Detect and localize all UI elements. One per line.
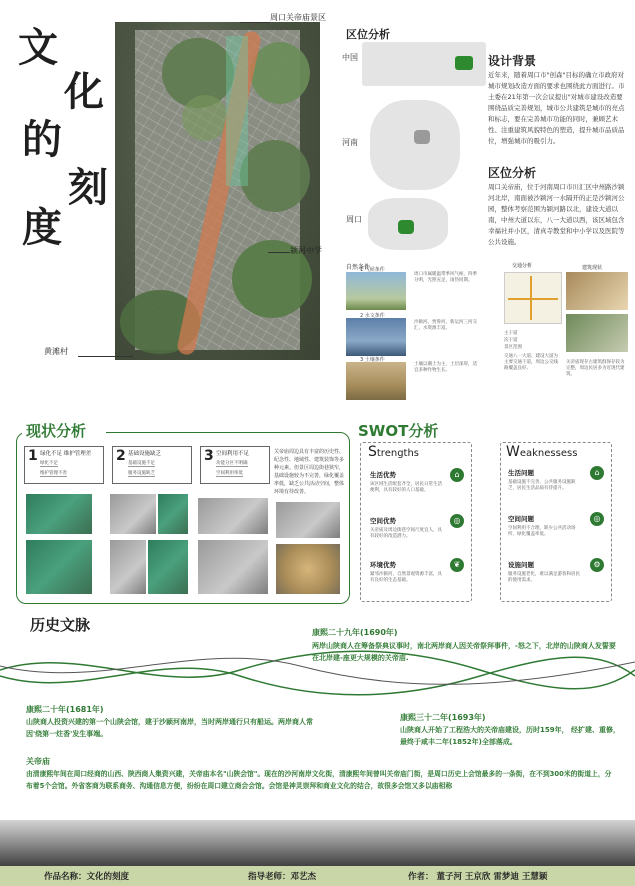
region-zhoukou: 周口 (346, 215, 362, 224)
title-char-3: 的 (22, 116, 62, 163)
strength-text-1: 该区域生活配套齐全，居民日常生活便利，具有较好的人口基础。 (370, 482, 442, 493)
photo-green-2 (26, 540, 92, 594)
space-problem-icon: ◎ (590, 512, 604, 526)
traffic-text: 交通八一大道、建设大道为主要交通干道，周边公交线路覆盖良好。 (504, 354, 558, 371)
step-line-2b: 服务设施缺乏 (128, 471, 155, 476)
space-icon: ◎ (450, 514, 464, 528)
henan-highlight (414, 130, 430, 144)
strengths-rest: trengths (376, 448, 420, 459)
photo-roof (276, 502, 340, 538)
strength-title-1: 生活优势 (370, 471, 396, 479)
nature-photo-1 (346, 272, 406, 310)
weakness-text-1: 基础设施不完善，公共服务设施缺乏，居民生活品质有待提升。 (508, 480, 576, 491)
event-1693-text: 山陕商人开始了工程浩大的关帝庙建设，历时159年， 经扩建、重修，最终于咸丰二年(1852年)全部落成。 (400, 726, 621, 746)
leader-school (268, 252, 290, 253)
step-line-1b: 维护管理不善 (40, 471, 67, 476)
zhoukou-highlight (398, 220, 414, 234)
strength-text-2: 关帝庙及周边街巷空间尺度宜人，具有较好的改造潜力。 (370, 528, 442, 539)
photo-street-2 (110, 540, 146, 594)
photo-site-map (276, 544, 340, 594)
nature-text-2: 沙颍河、贾鲁河、新运河三河交汇，水资源丰富。 (414, 320, 477, 331)
step-title-1: 绿化不足 维护管理差 (40, 451, 92, 457)
region-henan: 河南 (342, 138, 358, 147)
photo-street-1 (110, 494, 156, 534)
china-highlight (455, 56, 473, 70)
weakness-title-1: 生活问题 (508, 469, 534, 477)
title-char-5: 度 (22, 204, 62, 251)
step-title-2: 基础设施缺乏 (128, 451, 162, 457)
step-line-1a: 绿化不足 (40, 461, 58, 466)
green-zone-2 (250, 42, 310, 104)
weakness-title-3: 设施问题 (508, 561, 534, 569)
facility-problem-icon: ⚙ (590, 558, 604, 572)
leader-village (78, 356, 133, 357)
region-china: 中国 (342, 53, 358, 62)
weakness-text-2: 空间利用不合理，缺少公共活动场所，绿化覆盖率低。 (508, 526, 576, 537)
region-heading: 区位分析 (346, 28, 390, 41)
photo-building-2 (198, 540, 268, 594)
legend-1: 主干道 (504, 331, 518, 336)
event-1693-heading: 康熙三十二年(1693年) (400, 713, 486, 722)
weakness-title-2: 空间问题 (508, 515, 534, 523)
nature-photo-3 (346, 362, 406, 400)
strength-title-2: 空间优势 (370, 517, 396, 525)
author-names: 作者： 董子河 王京欣 雷梦迪 王慧颖 (408, 872, 548, 882)
event-1681-text: 山陕商人投资兴建的第一个山陕会馆，建于沙颍河南岸，当时两岸通行只有船运。两岸商人常因'绕第一炷香'发生事端。 (26, 718, 313, 738)
ancient-architecture-strip (0, 820, 635, 868)
map-label-area: 周口关帝庙景区 (270, 13, 326, 22)
leader-area (240, 22, 270, 23)
background-text: 近年来，随着周口市"创森"目标的确立市政府对城市规划改造方面的要求也围绕此方面进行。市土委在21年第一次会议提出"对城市建设改造要围绕品质完善规划，城市公共建筑是城市的亮点和标志，要在完善城市功能的同时，兼顾艺术性、注重建筑风貌特色的塑造，提升城市品质品位，增强城市的吸引力。 (488, 71, 625, 145)
photo-green-4 (148, 540, 188, 594)
legend-2: 次干道 (504, 338, 518, 343)
step-num-2: 2 (116, 448, 126, 464)
photo-green-1 (26, 494, 92, 534)
nature-text-1: 周口市属暖温带季风气候，四季分明，光照充足，雨热同期。 (414, 272, 477, 283)
event-1690-heading: 康熙二十九年(1690年) (312, 628, 398, 637)
photo-building-1 (198, 498, 268, 534)
step-title-3: 空间利用不足 (216, 451, 250, 457)
current-note: 关帝庙周边具有丰富的历史性、纪念性、地域性、建筑装饰等多种元素。但景区周边街巷狭窄，基础设施较为不完善，绿化覆盖率低，缺乏公共活动空间，整体环境有待改善。 (274, 449, 345, 495)
history-heading: 历史文脉 (30, 616, 91, 634)
heritage-photo-1 (566, 272, 628, 310)
step-line-2a: 基础设施不足 (128, 461, 155, 466)
teal-highlight (226, 36, 248, 186)
step-num-3: 3 (204, 448, 214, 464)
nature-cap-1: 1 气候条件 (360, 267, 385, 273)
life-icon: ⌂ (450, 468, 464, 482)
location-heading: 区位分析 (488, 166, 537, 180)
work-name: 作品名称：文化的刻度 (44, 872, 130, 882)
step-num-1: 1 (28, 448, 38, 464)
heritage-heading: 建筑现状 (582, 265, 603, 271)
legend-3: 景区范围 (504, 345, 522, 350)
weaknesses-heading (506, 444, 577, 460)
green-zone-3 (240, 140, 310, 212)
traffic-heading: 交通分析 (512, 263, 533, 269)
title-char-1: 文 (18, 24, 58, 71)
traffic-road-1 (508, 298, 558, 300)
nature-cap-2: 2 水文条件 (360, 313, 385, 319)
environment-icon: ❦ (450, 558, 464, 572)
life-problem-icon: ⌂ (590, 466, 604, 480)
strengths-cap: S (368, 444, 377, 460)
nature-text-3: 土壤以潮土为主，土层深厚，适宜多种作物生长。 (414, 362, 477, 373)
event-1681-heading: 康熙二十年(1681年) (26, 705, 104, 714)
temple-text: 由清康熙年间在周口经商的山西、陕西商人集资兴建，关帝庙本名"山陕会馆"。现在的沙河南岸文化街，清康熙年间曾叫关帝庙门街，是周口历史上会馆最多的一条街，在不到300米的街道上，分布着5个会馆。外省客商为联系商务、沟通信息方便，纷纷在周口建立商会会馆。会馆是神灵崇拜和商业文化的结合，故很多会馆又多以庙相称 (26, 770, 612, 790)
map-label-school: 颍河中学 (290, 246, 322, 255)
strength-text-3: 紧邻沙颍河，自然景观资源丰富，具有良好的生态基础。 (370, 572, 442, 583)
swot-heading: SWOT分析 (358, 422, 439, 440)
location-text: 周口关帝庙，位于河南周口市川汇区中州路沙颍河北岸，南面被沙颍河一水隔开的正是沙颍河公园，整体考察范围为颍河路以北，建设大道以南，中州大道以东，八一大道以西，该区域包含幸福社并小区，清真寺教堂和中小学以及医院等公共设施。 (488, 183, 625, 246)
title-char-2: 化 (64, 68, 104, 115)
title-char-4: 刻 (68, 164, 108, 211)
nature-cap-3: 3 土壤条件 (360, 357, 385, 363)
step-line-3a: 功能分区不明确 (216, 461, 248, 466)
weaknesses-rest: eaknessess (519, 448, 578, 459)
strengths-heading (368, 444, 419, 460)
teacher-name: 指导老师：邓艺杰 (248, 872, 317, 882)
event-1690-text: 两岸山陕商人在筹备祭典议事时，南北两岸商人因关帝祭拜事件，-怒之下，北岸的山陕商人发誓要在北岸建-座更大规模的关帝庙. (312, 642, 616, 662)
nature-photo-2 (346, 318, 406, 356)
map-label-village: 黄滩村 (44, 347, 68, 356)
background-heading: 设计背景 (488, 54, 537, 68)
henan-map (370, 100, 460, 190)
strength-title-3: 环境优势 (370, 561, 396, 569)
nature-heading: 自然条件 (346, 264, 371, 271)
heritage-text: 关帝庙现存古建筑群保存较为完整，周边民居多为近现代建筑。 (566, 360, 625, 377)
heritage-photo-2 (566, 314, 628, 352)
weakness-text-3: 服务设施老化，难以满足游客和居民的使用需求。 (508, 572, 580, 583)
green-zone-6 (182, 95, 228, 141)
temple-heading: 关帝庙 (26, 757, 50, 766)
weaknesses-cap: W (506, 444, 520, 460)
step-line-3b: 空间利用率低 (216, 471, 243, 476)
traffic-road-2 (530, 276, 532, 320)
current-heading: 现状分析 (26, 422, 87, 440)
photo-green-3 (158, 494, 188, 534)
